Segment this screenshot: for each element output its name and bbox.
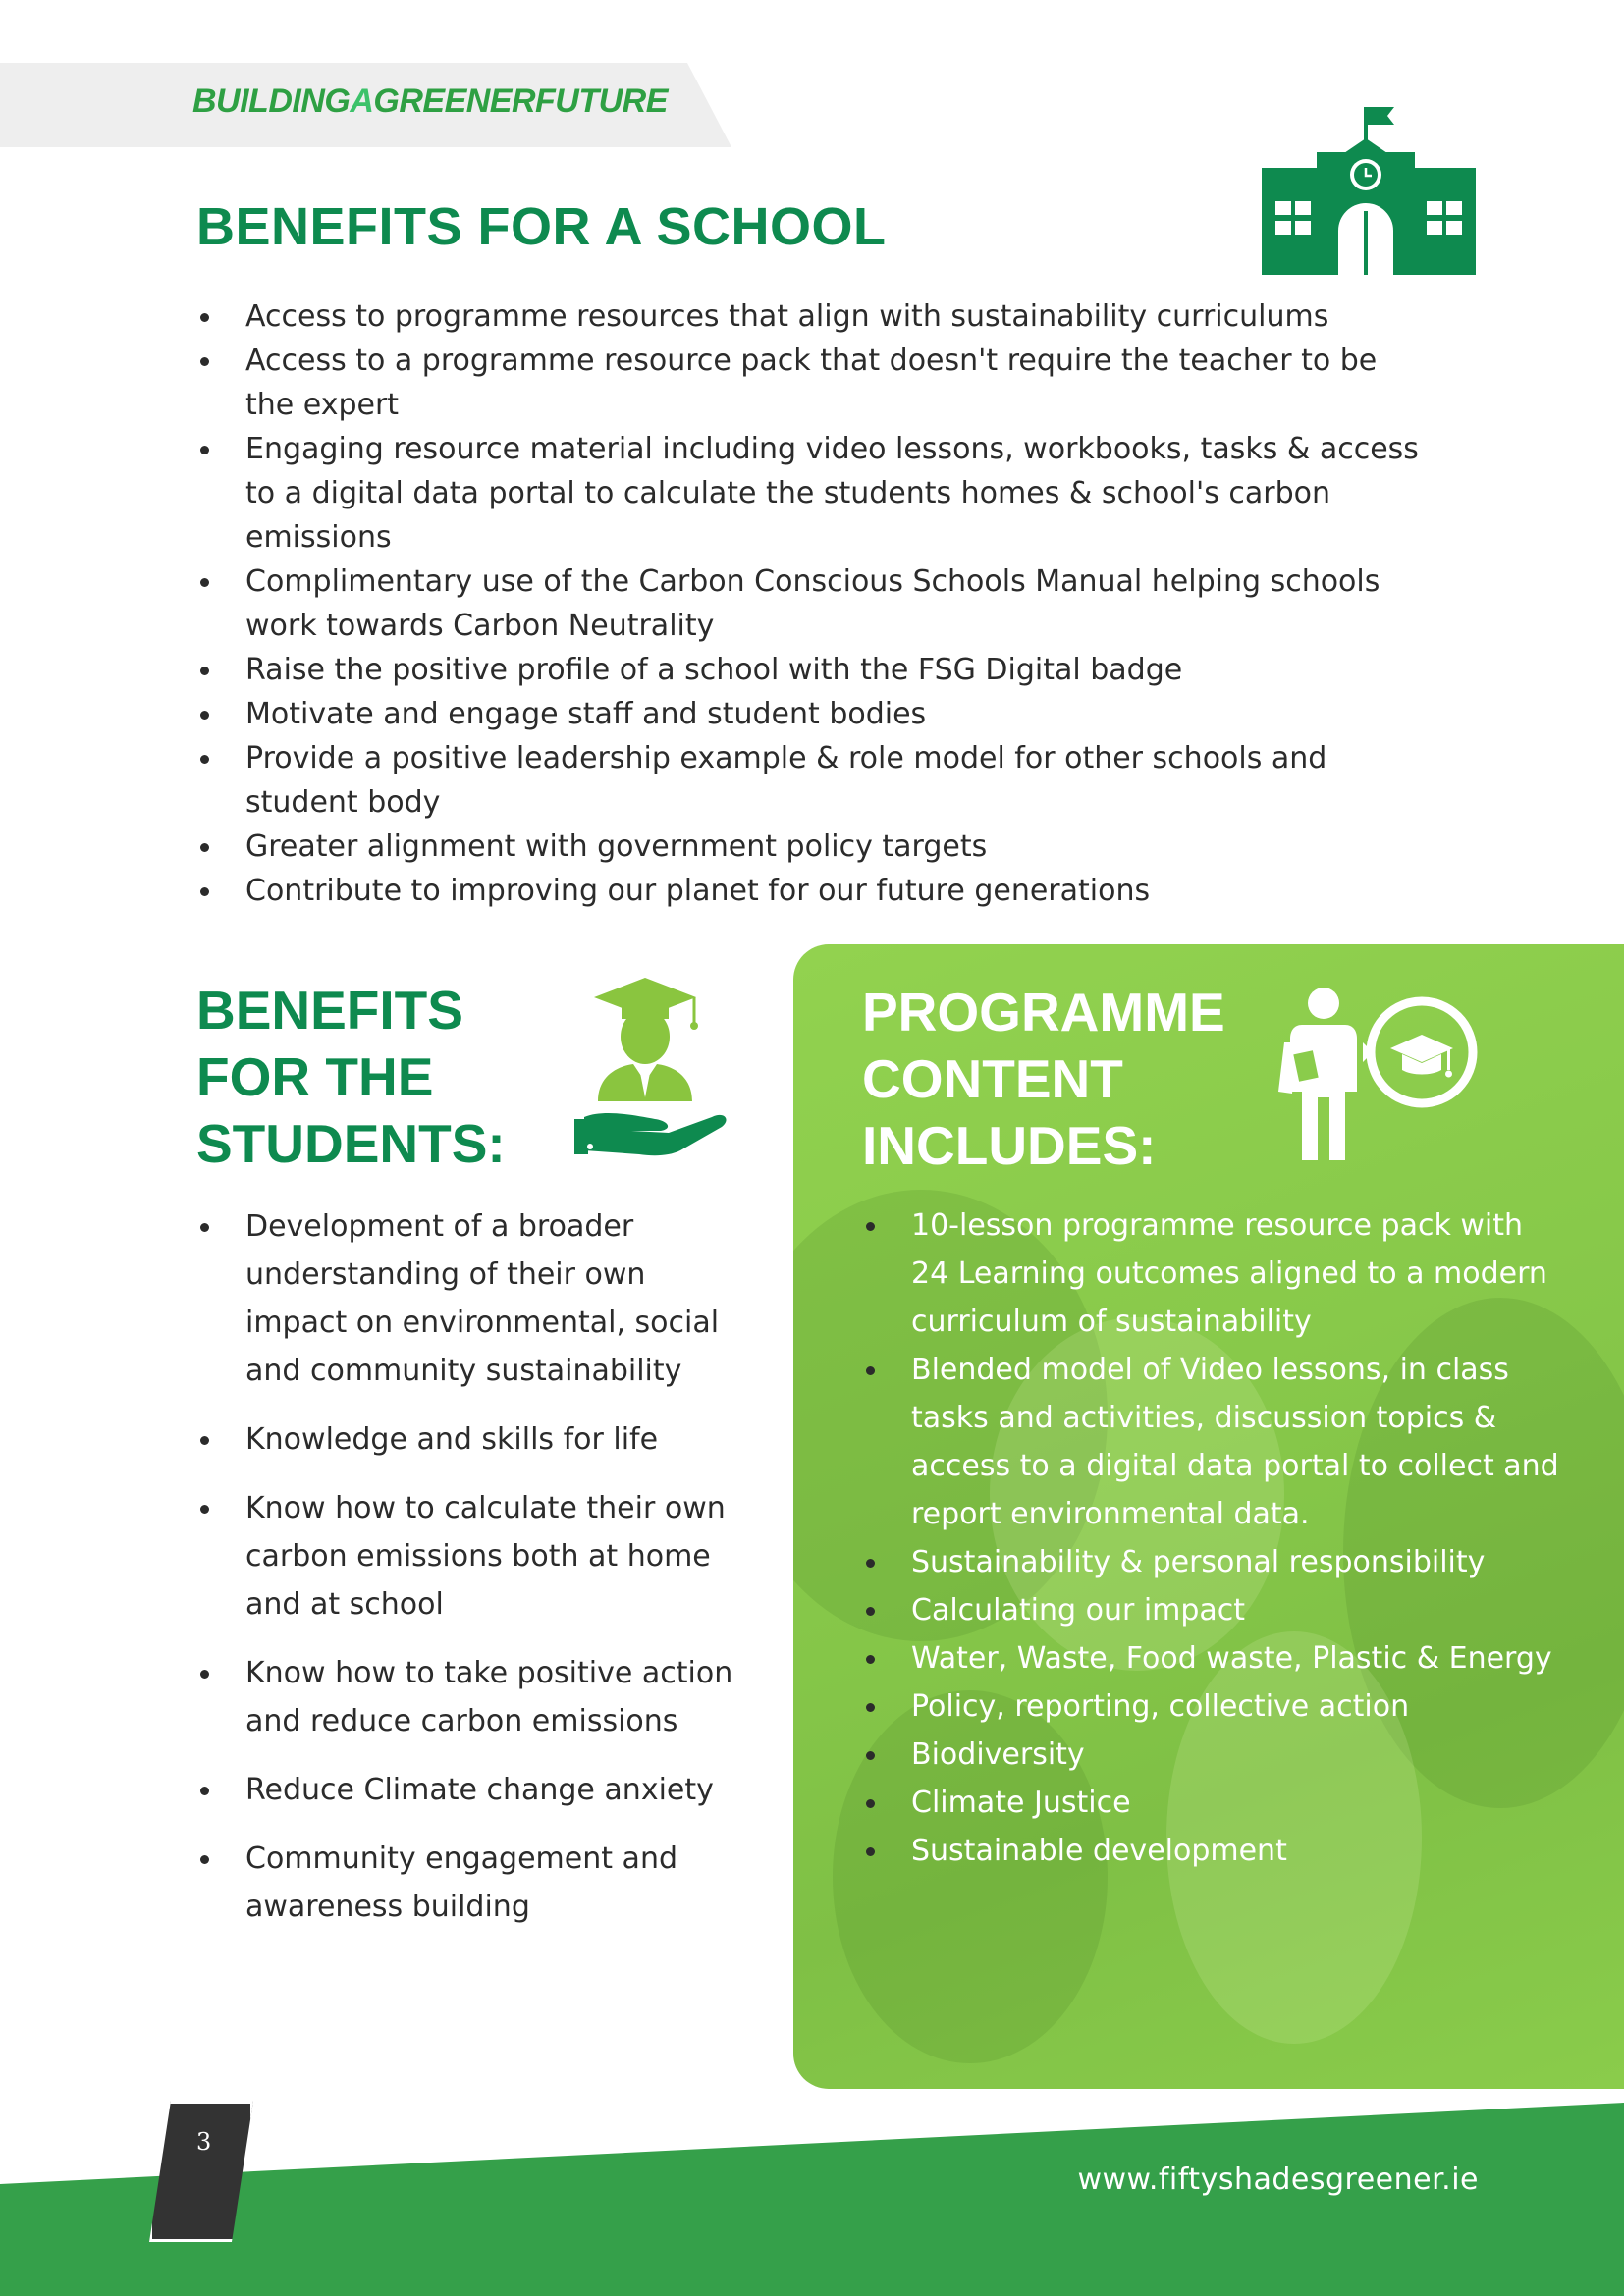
list-item: Know how to calculate their own carbon emissions both at home and at school bbox=[196, 1484, 756, 1629]
student-learning-icon bbox=[1274, 984, 1490, 1160]
school-benefits-list bbox=[196, 294, 1434, 913]
programme-content-panel bbox=[793, 944, 1624, 2089]
list-item: Know how to take positive action and reduce carbon emissions bbox=[196, 1649, 756, 1745]
list-item: Access to programme resources that align with sustainability curriculums bbox=[196, 294, 1434, 339]
students-title-line1: BENEFITS bbox=[196, 980, 463, 1041]
list-item: Water, Waste, Food waste, Plastic & Energy bbox=[862, 1634, 1569, 1682]
students-title-line2: FOR THE bbox=[196, 1046, 434, 1107]
list-item: Motivate and engage staff and student bodies bbox=[196, 692, 1434, 736]
list-item: Climate Justice bbox=[862, 1779, 1569, 1827]
list-item: Biodiversity bbox=[862, 1731, 1569, 1779]
list-item: Community engagement and awareness building bbox=[196, 1835, 756, 1931]
programme-content-list bbox=[862, 1201, 1569, 1875]
content-title-line1: PROGRAMME bbox=[862, 982, 1225, 1042]
brand-building: BUILDING bbox=[192, 82, 351, 120]
list-item: Complimentary use of the Carbon Conscious Schools Manual helping schools work towards Carbon Neutrality bbox=[196, 560, 1434, 648]
page-number: 3 bbox=[196, 2128, 212, 2156]
content-title-line2: CONTENT bbox=[862, 1048, 1123, 1109]
list-item: Knowledge and skills for life bbox=[196, 1415, 756, 1464]
students-section-title bbox=[196, 977, 506, 1177]
list-item: Blended model of Video lessons, in class tasks and activities, discussion topics & access to a digital data portal to collect and report environmental data. bbox=[862, 1346, 1569, 1538]
list-item: Sustainable development bbox=[862, 1827, 1569, 1875]
list-item: Greater alignment with government policy targets bbox=[196, 825, 1434, 869]
list-item: Contribute to improving our planet for our future generations bbox=[196, 869, 1434, 913]
list-item: Engaging resource material including video lessons, workbooks, tasks & access to a digital data portal to calculate the students homes & school's carbon emissions bbox=[196, 427, 1434, 560]
brand-a: A bbox=[350, 82, 374, 120]
list-item: Development of a broader understanding of their own impact on environmental, social and community sustainability bbox=[196, 1202, 756, 1395]
content-title-line3: INCLUDES: bbox=[862, 1115, 1157, 1176]
website-url: www.fiftyshadesgreener.ie bbox=[1077, 2163, 1479, 2197]
list-item: 10-lesson programme resource pack with 24 Learning outcomes aligned to a modern curriculum of sustainability bbox=[862, 1201, 1569, 1346]
list-item: Raise the positive profile of a school with the FSG Digital badge bbox=[196, 648, 1434, 692]
list-item: Access to a programme resource pack that doesn't require the teacher to be the expert bbox=[196, 339, 1434, 427]
list-item: Calculating our impact bbox=[862, 1586, 1569, 1634]
school-building-icon bbox=[1262, 103, 1476, 275]
brand-logo-text bbox=[192, 82, 668, 121]
brand-future: FUTURE bbox=[535, 82, 668, 120]
list-item: Provide a positive leadership example & role model for other schools and student body bbox=[196, 736, 1434, 825]
list-item: Policy, reporting, collective action bbox=[862, 1682, 1569, 1731]
brand-greener: GREENER bbox=[373, 82, 536, 120]
students-title-line3: STUDENTS: bbox=[196, 1113, 506, 1174]
content-section-title bbox=[862, 979, 1225, 1179]
students-benefits-list bbox=[196, 1202, 756, 1951]
graduate-hand-icon bbox=[574, 972, 741, 1168]
list-item: Sustainability & personal responsibility bbox=[862, 1538, 1569, 1586]
school-section-title: BENEFITS FOR A SCHOOL bbox=[196, 197, 887, 256]
list-item: Reduce Climate change anxiety bbox=[196, 1766, 756, 1814]
